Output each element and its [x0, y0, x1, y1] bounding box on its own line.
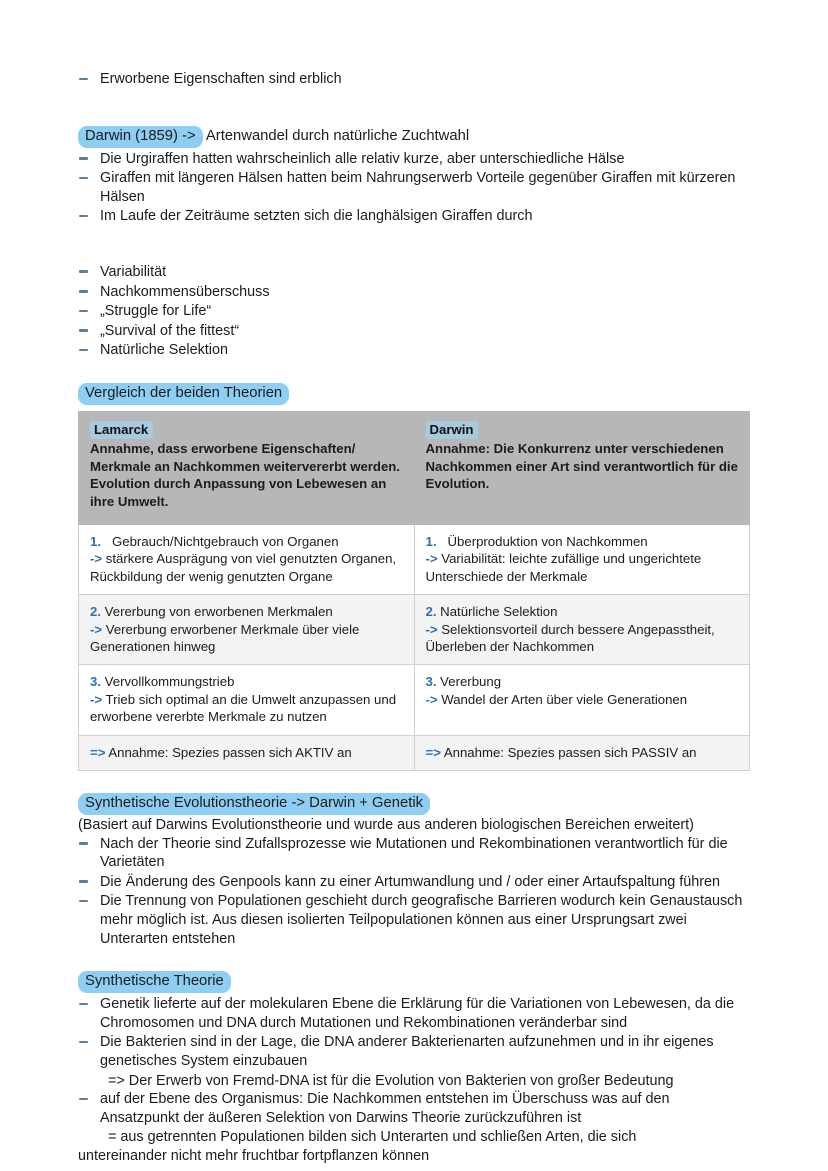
list-item — [78, 302, 750, 321]
list-item — [78, 169, 750, 206]
table-header-cell-darwin — [414, 411, 750, 524]
list-item-label: Die Bakterien sind in der Lage, die DNA anderer Bakterienarten aufzunehmen und in ihr eigenes genetisches System einzubauen — [100, 1034, 714, 1069]
dash-bullet-icon — [79, 1041, 88, 1044]
list-item — [78, 995, 750, 1032]
list-item-label: „Struggle for Life“ — [100, 303, 212, 320]
synthetic-theory-heading-label: Synthetische Evolutionstheorie -> Darwin + Genetik — [78, 793, 430, 815]
dash-bullet-icon — [79, 157, 88, 160]
list-item — [78, 892, 750, 948]
list-item-label: auf der Ebene des Organismus: Die Nachkommen entstehen im Überschuss was auf den Ansatzpunkt der äußeren Selektion von Darwins Theorie zurückzuführen ist — [100, 1091, 670, 1126]
dash-bullet-icon — [79, 880, 88, 883]
list-item — [78, 322, 750, 341]
darwin-summary: Annahme: Die Konkurrenz unter verschiedenen Nachkommen einer Art sind verantwortlich für die Evolution. — [425, 441, 738, 492]
synthetic-short-note-1: => Der Erwerb von Fremd-DNA ist für die Evolution von Bakterien von großer Bedeutung — [108, 1072, 674, 1089]
dash-bullet-icon — [79, 215, 88, 218]
item-number: 1. — [425, 533, 437, 549]
item-title: Vererbung — [440, 674, 502, 690]
table-cell-lamarck-3 — [79, 665, 415, 735]
list-item-label: Giraffen mit längeren Hälsen hatten beim Nahrungserwerb Vorteile gegenüber Giraffen mit kürzeren Hälsen — [100, 170, 736, 205]
conclusion-text: Annahme: Spezies passen sich PASSIV an — [443, 744, 697, 760]
synthetic-short-list — [78, 995, 750, 1070]
list-item-label: Die Urgiraffen hatten wahrscheinlich alle relativ kurze, aber unterschiedliche Hälse — [100, 150, 625, 167]
item-number: 3. — [90, 674, 101, 690]
list-item — [78, 1090, 750, 1127]
dash-bullet-icon — [79, 177, 88, 180]
table-cell-darwin-conclusion — [414, 735, 750, 770]
conclusion-text: Annahme: Spezies passen sich AKTIV an — [108, 744, 352, 760]
item-body: Vererbung erworbener Merkmale über viele Generationen hinweg — [90, 621, 360, 654]
spacer — [78, 771, 750, 793]
list-item — [78, 263, 750, 282]
item-number: 2. — [425, 604, 437, 620]
dash-bullet-icon — [79, 349, 88, 352]
darwin-bullet-list — [78, 150, 750, 226]
lamarck-name-chip: Lamarck — [90, 421, 153, 439]
dash-bullet-icon — [79, 900, 88, 903]
dash-bullet-icon — [79, 310, 88, 313]
table-cell-lamarck-conclusion — [79, 735, 415, 770]
item-title: Vererbung von erworbenen Merkmalen — [104, 604, 333, 620]
darwin-name-chip: Darwin — [426, 421, 479, 439]
dash-bullet-icon — [79, 842, 88, 845]
synthetic-short-heading — [78, 971, 750, 993]
item-title: Natürliche Selektion — [440, 604, 558, 620]
synthetic-theory-subtitle: (Basiert auf Darwins Evolutionstheorie und wurde aus anderen biologischen Bereichen erweitert) — [78, 817, 694, 834]
dash-bullet-icon — [79, 1003, 88, 1006]
arrow-icon: -> — [425, 551, 438, 567]
dash-bullet-icon — [79, 270, 88, 273]
arrow-icon: -> — [90, 621, 103, 637]
table-cell-darwin-3 — [414, 665, 750, 735]
comparison-heading — [78, 383, 750, 405]
arrow-icon: -> — [90, 551, 103, 567]
list-item-label: Natürliche Selektion — [100, 342, 228, 359]
synthetic-short-note-2: = aus getrennten Populationen bilden sich Unterarten und schließen Arten, die sich — [108, 1129, 637, 1146]
spacer — [78, 361, 750, 383]
arrow-icon: -> — [425, 621, 438, 637]
item-body: Variabilität: leichte zufällige und ungerichtete Unterschiede der Merkmale — [425, 551, 702, 584]
table-header-row — [79, 411, 750, 524]
list-item-label: Nach der Theorie sind Zufallsprozesse wie Mutationen und Rekombinationen verantwortlich für die Varietäten — [100, 835, 728, 871]
spacer — [78, 949, 750, 971]
item-body: Wandel der Arten über viele Generationen — [441, 691, 688, 707]
double-arrow-icon: => — [90, 744, 106, 760]
list-item-label: Genetik lieferte auf der molekularen Ebene die Erklärung für die Variationen von Lebewesen, da die Chromosomen und DNA durch Mutationen und Rekombinationen veränderbar sind — [100, 996, 735, 1031]
item-title: Vervollkommungstrieb — [104, 674, 235, 690]
item-body: Trieb sich optimal an die Umwelt anzupassen und erworbene vererbte Merkmale zu nutzen — [90, 691, 397, 725]
list-item — [78, 70, 750, 89]
table-cell-darwin-1 — [414, 524, 750, 594]
item-number: 1. — [90, 533, 101, 549]
item-body: stärkere Ausprägung von viel genutzten Organen, Rückbildung der wenig genutzten Organe — [90, 551, 397, 584]
table-row — [79, 595, 750, 665]
list-item-label: Variabilität — [100, 263, 167, 280]
table-cell-lamarck-1 — [79, 524, 415, 594]
dash-bullet-icon — [79, 329, 88, 332]
table-cell-darwin-2 — [414, 595, 750, 665]
list-item — [78, 341, 750, 360]
item-body: Selektionsvorteil durch bessere Angepasstheit, Überleben der Nachkommen — [425, 621, 715, 654]
synthetic-theory-bullet-list — [78, 835, 750, 949]
darwin-heading-highlight: Darwin (1859) -> — [78, 126, 203, 148]
document-content — [78, 70, 750, 1166]
arrow-icon: -> — [90, 691, 103, 707]
item-number: 2. — [90, 604, 101, 620]
list-item — [78, 150, 750, 169]
darwin-heading-rest: Artenwandel durch natürliche Zuchtwahl — [202, 127, 470, 144]
list-item — [78, 1033, 750, 1070]
list-item — [78, 835, 750, 872]
dash-bullet-icon — [79, 1098, 88, 1101]
comparison-table — [78, 411, 750, 771]
list-item-label: Die Trennung von Populationen geschieht durch geografische Barrieren wodurch kein Genaustausch mehr möglich ist. Aus diesen isolierten Teilpopulationen können aus einer Ursprungsart zwei Unterarten entstehen — [100, 893, 743, 947]
list-item — [78, 283, 750, 302]
synthetic-short-heading-label: Synthetische Theorie — [78, 971, 231, 993]
table-row — [79, 665, 750, 735]
table-row — [79, 524, 750, 594]
list-item-label: Die Änderung des Genpools kann zu einer Artumwandlung und / oder einer Artaufspaltung führen — [100, 873, 721, 890]
spacer — [78, 227, 750, 263]
list-item-label: Erworbene Eigenschaften sind erblich — [100, 71, 342, 87]
table-header-cell-lamarck — [79, 411, 415, 524]
darwin-heading — [78, 126, 750, 148]
list-item — [78, 207, 750, 226]
dash-bullet-icon — [79, 290, 88, 293]
item-title: Gebrauch/Nichtgebrauch von Organen — [112, 533, 339, 549]
list-item-label: „Survival of the fittest“ — [100, 322, 240, 339]
lamarck-summary: Annahme, dass erworbene Eigenschaften/ Merkmale an Nachkommen weitervererbt werden. Evolution durch Anpassung von Lebewesen an ihre Umwelt. — [90, 441, 401, 509]
table-cell-lamarck-2 — [79, 595, 415, 665]
table-conclusion-row — [79, 735, 750, 770]
list-item — [78, 873, 750, 892]
synthetic-short-note-2-cont: untereinander nicht mehr fruchtbar fortpflanzen können — [78, 1147, 430, 1164]
top-bullet-list — [78, 70, 750, 89]
comparison-heading-label: Vergleich der beiden Theorien — [78, 383, 289, 405]
synthetic-theory-heading — [78, 793, 750, 815]
double-arrow-icon: => — [425, 744, 441, 760]
keyword-list — [78, 263, 750, 360]
item-title: Überproduktion von Nachkommen — [447, 533, 648, 549]
item-number: 3. — [425, 674, 437, 690]
dash-bullet-icon — [79, 78, 88, 81]
spacer — [78, 90, 750, 126]
arrow-icon: -> — [425, 691, 438, 707]
synthetic-short-list-2 — [78, 1090, 750, 1127]
list-item-label: Im Laufe der Zeiträume setzten sich die langhälsigen Giraffen durch — [100, 208, 533, 225]
list-item-label: Nachkommensüberschuss — [100, 283, 270, 300]
